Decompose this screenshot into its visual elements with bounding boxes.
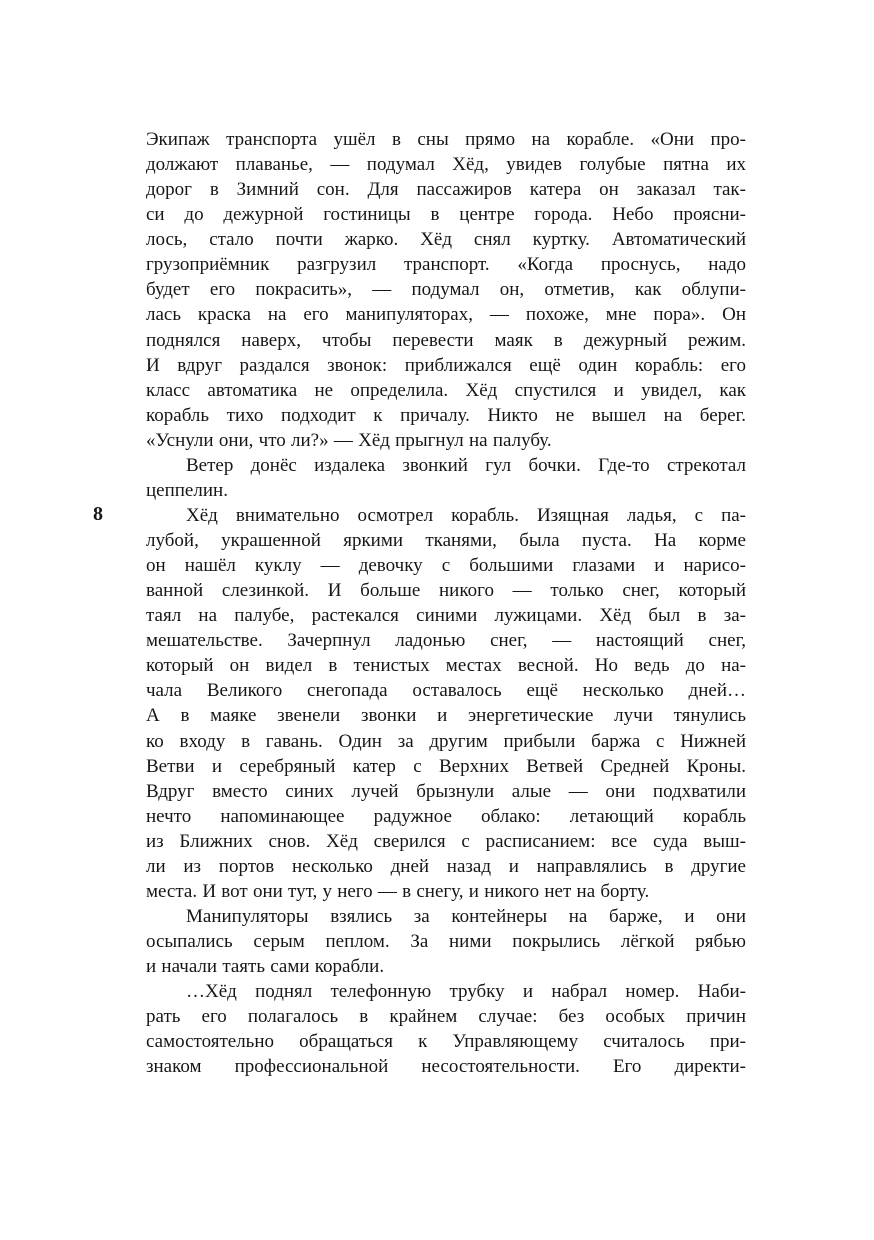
text-line: он нашёл куклу — девочку с большими глазами и нарисо-	[146, 555, 746, 577]
text-line: Хёд внимательно осмотрел корабль. Изящная ладья, с па-	[186, 504, 746, 526]
text-line: и начали таять сами корабли.	[146, 956, 385, 978]
text-line: рать его полагалось в крайнем случае: без особых причин	[146, 1006, 746, 1028]
text-block	[146, 127, 746, 1079]
page-number: 8	[93, 503, 103, 525]
text-line: корабль тихо подходит к причалу. Никто не вышел на берег.	[146, 404, 746, 426]
paragraph	[146, 904, 746, 979]
text-line: А в маяке звенели звонки и энергетические лучи тянулись	[146, 705, 746, 727]
text-line: который он видел в тенистых местах весной. Но ведь до на-	[146, 655, 746, 677]
text-line: лась краска на его манипуляторах, — похоже, мне пора». Он	[146, 304, 746, 326]
paragraph	[146, 503, 746, 904]
text-line: осыпались серым пеплом. За ними покрылись лёгкой рябью	[146, 931, 746, 952]
paragraph	[146, 127, 746, 453]
text-line: грузоприёмник разгрузил транспорт. «Когда проснусь, надо	[146, 254, 746, 276]
text-line: си до дежурной гостиницы в центре города. Небо проясни-	[146, 204, 746, 226]
text-line: …Хёд поднял телефонную трубку и набрал номер. Наби-	[186, 981, 746, 1003]
text-line: лось, стало почти жарко. Хёд снял куртку. Автоматический	[146, 229, 746, 251]
text-line: класс автоматика не определила. Хёд спустился и увидел, как	[146, 379, 746, 401]
text-line: «Уснули они, что ли?» — Хёд прыгнул на палубу.	[146, 429, 552, 451]
text-line: Ветер донёс издалека звонкий гул бочки. Где-то стрекотал	[186, 454, 746, 476]
text-line: будет его покрасить», — подумал он, отметив, как облупи-	[146, 279, 746, 301]
paragraph	[146, 979, 746, 1079]
text-line: должают плаванье, — подумал Хёд, увидев голубые пятна их	[146, 154, 746, 176]
text-line: из Ближних снов. Хёд сверился с расписанием: все суда выш-	[146, 830, 746, 852]
text-line: ли из портов несколько дней назад и направлялись в другие	[146, 855, 746, 877]
text-line: Вдруг вместо синих лучей брызнули алые — они подхватили	[146, 780, 746, 802]
paragraph	[146, 453, 746, 503]
text-line: дорог в Зимний сон. Для пассажиров катера он заказал так-	[146, 179, 746, 201]
text-line: лубой, украшенной яркими тканями, была пуста. На корме	[146, 530, 746, 551]
text-line: Ветви и серебряный катер с Верхних Ветвей Средней Кроны.	[146, 755, 746, 777]
text-line: знаком профессиональной несостоятельности. Его директи-	[146, 1056, 746, 1078]
text-line: ко входу в гавань. Один за другим прибыли баржа с Нижней	[146, 730, 746, 752]
text-line: мешательстве. Зачерпнул ладонью снег, — настоящий снег,	[146, 630, 746, 652]
text-line: И вдруг раздался звонок: приближался ещё один корабль: его	[146, 354, 746, 376]
text-line: таял на палубе, растекался синими лужицами. Хёд был в за-	[146, 605, 746, 627]
text-line: Манипуляторы взялись за контейнеры на барже, и они	[186, 905, 746, 927]
text-line: самостоятельно обращаться к Управляющему считалось при-	[146, 1031, 746, 1053]
text-line: Экипаж транспорта ушёл в сны прямо на корабле. «Они про-	[146, 129, 746, 150]
text-line: ванной слезинкой. И больше никого — только снег, который	[146, 580, 746, 602]
text-line: поднялся наверх, чтобы перевести маяк в дежурный режим.	[146, 329, 746, 351]
text-line: чала Великого снегопада оставалось ещё несколько дней…	[146, 680, 746, 702]
text-line: нечто напоминающее радужное облако: летающий корабль	[146, 805, 746, 827]
text-line: цеппелин.	[146, 479, 228, 501]
text-line: места. И вот они тут, у него — в снегу, и никого нет на борту.	[146, 880, 650, 902]
